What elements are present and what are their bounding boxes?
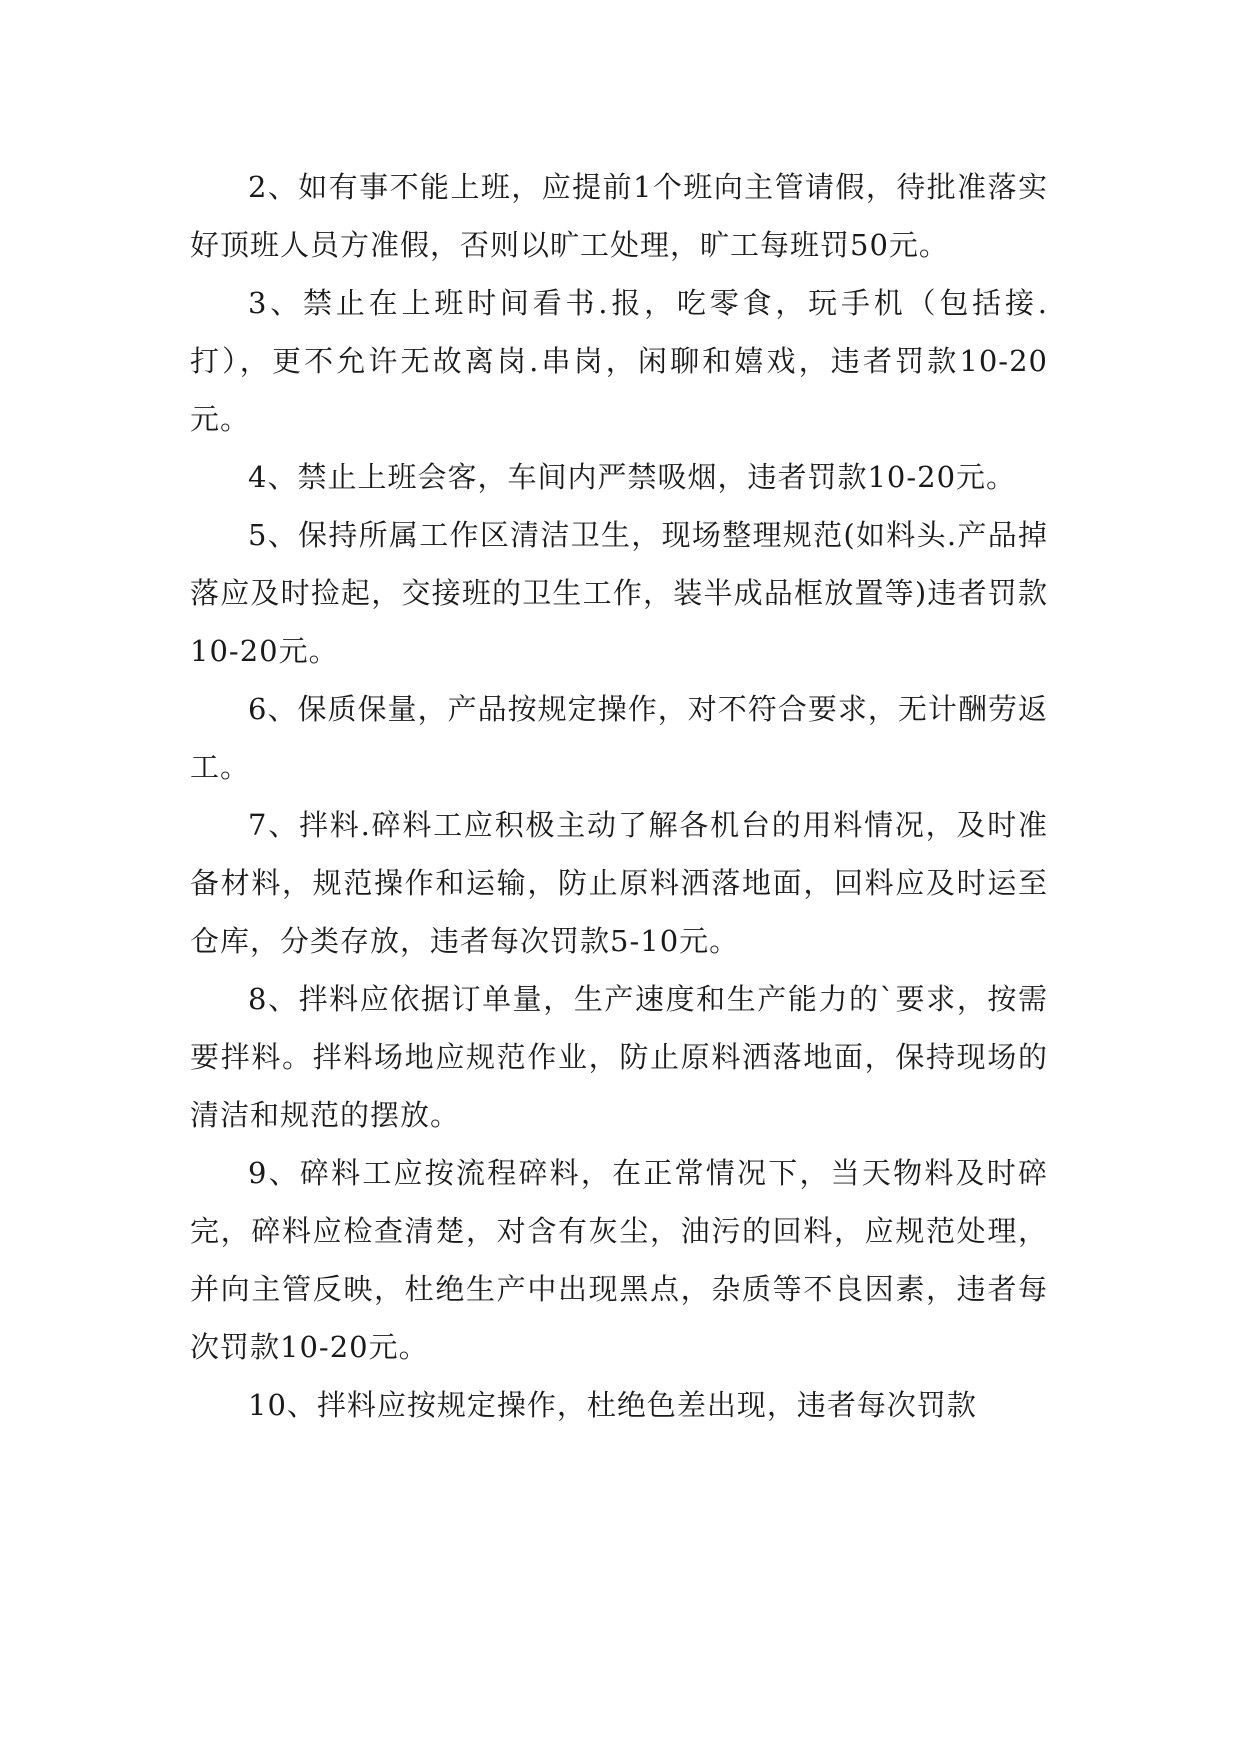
rule-paragraph-5: 5、保持所属工作区清洁卫生，现场整理规范(如料头.产品掉落应及时捡起，交接班的卫生工作，装半成品框放置等)违者罚款10-20元。 (190, 518, 1048, 668)
rule-paragraph-4: 4、禁止上班会客，车间内严禁吸烟，违者罚款10-20元。 (248, 460, 1017, 494)
rule-paragraph-6: 6、保质保量，产品按规定操作，对不符合要求，无计酬劳返工。 (190, 692, 1048, 784)
document-body (190, 158, 1048, 1434)
rule-paragraph-9: 9、碎料工应按流程碎料，在正常情况下，当天物料及时碎完，碎料应检查清楚，对含有灰尘，油污的回料，应规范处理，并向主管反映，杜绝生产中出现黑点，杂质等不良因素，违者每次罚款10-20元。 (190, 1156, 1048, 1364)
rule-paragraph-3: 3、禁止在上班时间看书.报，吃零食，玩手机（包括接.打），更不允许无故离岗.串岗，闲聊和嬉戏，违者罚款10-20元。 (190, 286, 1048, 436)
rule-paragraph-7: 7、拌料.碎料工应积极主动了解各机台的用料情况，及时准备材料，规范操作和运输，防止原料洒落地面，回料应及时运至仓库，分类存放，违者每次罚款5-10元。 (190, 808, 1048, 958)
rule-paragraph-10: 10、拌料应按规定操作，杜绝色差出现，违者每次罚款 (248, 1388, 977, 1422)
rule-paragraph-8: 8、拌料应依据订单量，生产速度和生产能力的`要求，按需要拌料。拌料场地应规范作业，防止原料洒落地面，保持现场的清洁和规范的摆放。 (190, 982, 1048, 1132)
rule-paragraph-2: 2、如有事不能上班，应提前1个班向主管请假，待批准落实好顶班人员方准假，否则以旷工处理，旷工每班罚50元。 (190, 170, 1048, 262)
